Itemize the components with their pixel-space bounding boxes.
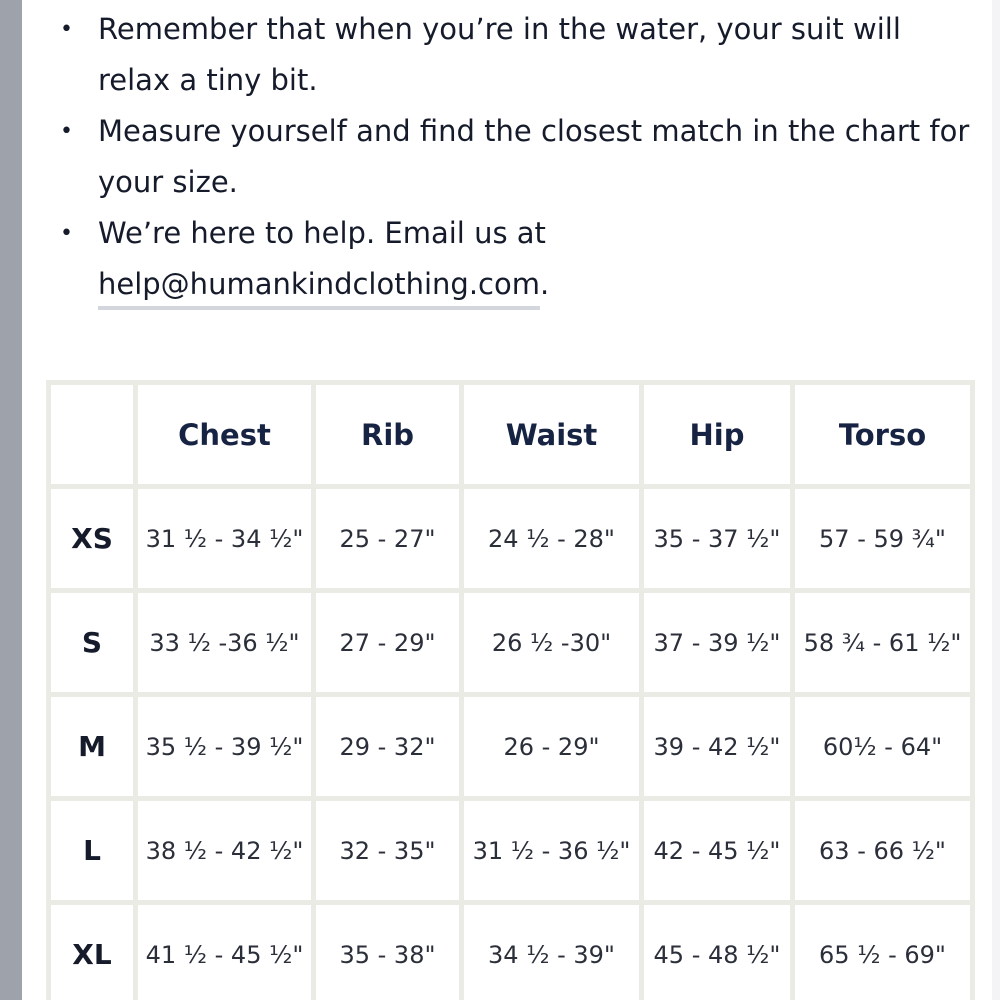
table-cell: 26 - 29" [464,697,639,796]
table-cell: 35 - 38" [316,905,459,1000]
header-cell-hip: Hip [644,385,790,484]
tip-text: Measure yourself and find the closest match in the chart for your size. [98,114,970,199]
tip-trailing-punct: . [539,267,550,301]
table-header-row [51,385,970,484]
size-chart-table [46,380,975,1000]
table-row [51,697,970,796]
bullet-icon: • [60,119,73,144]
size-label: XS [51,489,133,588]
size-label: M [51,697,133,796]
scroll-edge [992,0,1000,1000]
table-cell: 33 ½ -36 ½" [138,593,311,692]
table-cell: 58 ¾ - 61 ½" [795,593,970,692]
header-cell-corner [51,385,133,484]
table-cell: 41 ½ - 45 ½" [138,905,311,1000]
tip-text: Remember that when you’re in the water, your suit will relax a tiny bit. [98,12,901,97]
size-label: L [51,801,133,900]
list-item [22,208,992,310]
size-label: XL [51,905,133,1000]
header-cell-rib: Rib [316,385,459,484]
bullet-icon: • [60,221,73,246]
table-row [51,593,970,692]
table-cell: 25 - 27" [316,489,459,588]
table-row [51,489,970,588]
table-cell: 35 ½ - 39 ½" [138,697,311,796]
list-item [22,4,992,106]
table-cell: 57 - 59 ¾" [795,489,970,588]
table-cell: 63 - 66 ½" [795,801,970,900]
table-cell: 37 - 39 ½" [644,593,790,692]
table-row [51,905,970,1000]
table-row [51,801,970,900]
header-cell-waist: Waist [464,385,639,484]
sizing-tips-list [22,4,992,310]
table-cell: 65 ½ - 69" [795,905,970,1000]
table-cell: 32 - 35" [316,801,459,900]
help-email-link[interactable]: help@humankindclothing.com [98,267,540,310]
table-cell: 31 ½ - 36 ½" [464,801,639,900]
table-cell: 26 ½ -30" [464,593,639,692]
header-cell-torso: Torso [795,385,970,484]
product-page [22,0,992,1000]
size-label: S [51,593,133,692]
table-cell: 38 ½ - 42 ½" [138,801,311,900]
table-cell: 29 - 32" [316,697,459,796]
table-cell: 35 - 37 ½" [644,489,790,588]
table-cell: 34 ½ - 39" [464,905,639,1000]
table-cell: 24 ½ - 28" [464,489,639,588]
table-cell: 60½ - 64" [795,697,970,796]
table-cell: 39 - 42 ½" [644,697,790,796]
header-cell-chest: Chest [138,385,311,484]
table-cell: 42 - 45 ½" [644,801,790,900]
bullet-icon: • [60,17,73,42]
tip-text: We’re here to help. Email us at [98,216,546,250]
list-item [22,106,992,208]
table-cell: 31 ½ - 34 ½" [138,489,311,588]
table-cell: 45 - 48 ½" [644,905,790,1000]
table-cell: 27 - 29" [316,593,459,692]
